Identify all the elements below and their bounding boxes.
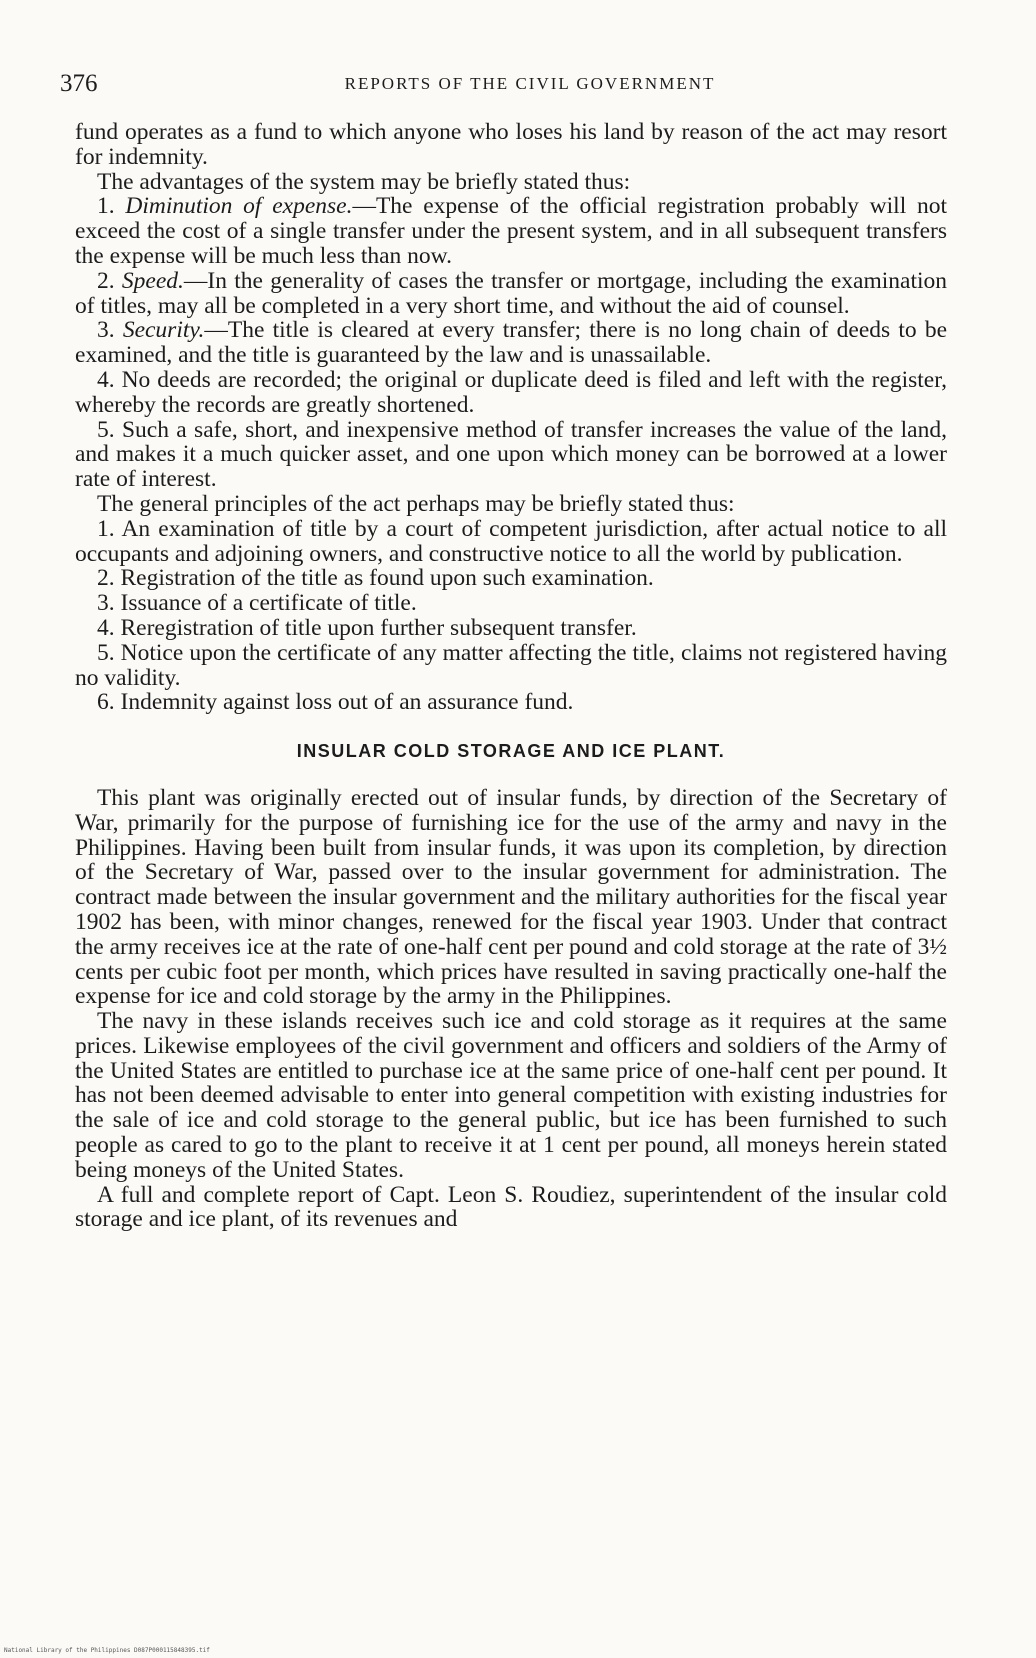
item-text: —The expense of the official registration probably will not exceed the cost of a single transfer under the present system, and in all subsequent transfers the expense will be much less than now. xyxy=(75,193,947,269)
advantage-item xyxy=(75,194,947,268)
item-number: 3. xyxy=(97,317,115,344)
page-body xyxy=(75,120,947,1232)
principle-item: 2. Registration of the title as found upon such examination. xyxy=(97,565,654,592)
advantage-item: 4. No deeds are recorded; the original or duplicate deed is filed and left with the register, whereby the records are greatly shortened. xyxy=(75,366,947,418)
principle-item: 6. Indemnity against loss out of an assurance fund. xyxy=(97,689,574,716)
paragraph: A full and complete report of Capt. Leon S. Roudiez, superintendent of the insular cold storage and ice plant, of its revenues and xyxy=(75,1181,947,1233)
running-title: REPORTS OF THE CIVIL GOVERNMENT xyxy=(344,74,716,93)
page-number: 376 xyxy=(60,70,98,97)
section-heading: INSULAR COLD STORAGE AND ICE PLANT. xyxy=(296,741,726,762)
paragraph: The general principles of the act perhaps may be briefly stated thus: xyxy=(97,490,735,517)
paragraph: The advantages of the system may be briefly stated thus: xyxy=(97,168,631,195)
advantage-item: 5. Such a safe, short, and inexpensive method of transfer increases the value of the land, and makes it a much quicker asset, and one upon which money can be borrowed at a lower rate of interest. xyxy=(75,416,947,493)
page-header xyxy=(60,70,960,104)
advantage-item xyxy=(75,318,947,368)
item-text: —The title is cleared at every transfer; there is no long chain of deeds to be examined, and the title is guaranteed by the law and is unassailable. xyxy=(75,317,947,369)
principle-item: 4. Reregistration of title upon further subsequent transfer. xyxy=(97,614,637,641)
scan-footer: National Library of the Philippines D087P000115848395.tif xyxy=(4,1647,210,1654)
item-title: Diminution of expense. xyxy=(125,193,353,220)
item-text: —In the generality of cases the transfer or mortgage, including the examination of titles, may all be completed in a very short time, and without the aid of counsel. xyxy=(75,267,947,319)
principle-item: 3. Issuance of a certificate of title. xyxy=(97,590,417,617)
item-number: 2. xyxy=(97,267,115,294)
item-title: Security. xyxy=(122,317,205,344)
advantage-item xyxy=(75,269,947,319)
item-number: 1. xyxy=(97,193,115,220)
principle-item: 1. An examination of title by a court of competent jurisdiction, after actual notice to all occupants and adjoining owners, and constructive notice to all the world by publication. xyxy=(75,515,947,567)
paragraph: This plant was originally erected out of insular funds, by direction of the Secretary of War, primarily for the purpose of furnishing ice for the use of the army and navy in the Philippines. Having been built from insular funds, it was upon its completion, by direction of the Secretary of War, passed over to the insular government for administration. The contract made between the insular government and the military authorities for the fiscal year 1902 has been, with minor changes, renewed for the fiscal year 1903. Under that contract the army receives ice at the rate of one-half cent per pound and cold storage at the rate of 3½ cents per cubic foot per month, which prices have resulted in saving practically one-half the expense for ice and cold storage by the army in the Philippines. xyxy=(75,784,947,1010)
principle-item: 5. Notice upon the certificate of any matter affecting the title, claims not registered having no validity. xyxy=(75,639,947,691)
item-title: Speed. xyxy=(121,267,184,294)
paragraph: fund operates as a fund to which anyone who loses his land by reason of the act may resort for indemnity. xyxy=(75,119,947,170)
paragraph: The navy in these islands receives such ice and cold storage as it requires at the same prices. Likewise employees of the civil government and officers and soldiers of the Army of the United States are entitled to purchase ice at the same price of one-half cent per pound. It has not been deemed advisable to enter into general competition with existing industries for the sale of ice and cold storage to the general public, but ice has been furnished to such people as cared to go to the plant to receive it at 1 cent per pound, all moneys herein stated being moneys of the United States. xyxy=(75,1008,947,1183)
